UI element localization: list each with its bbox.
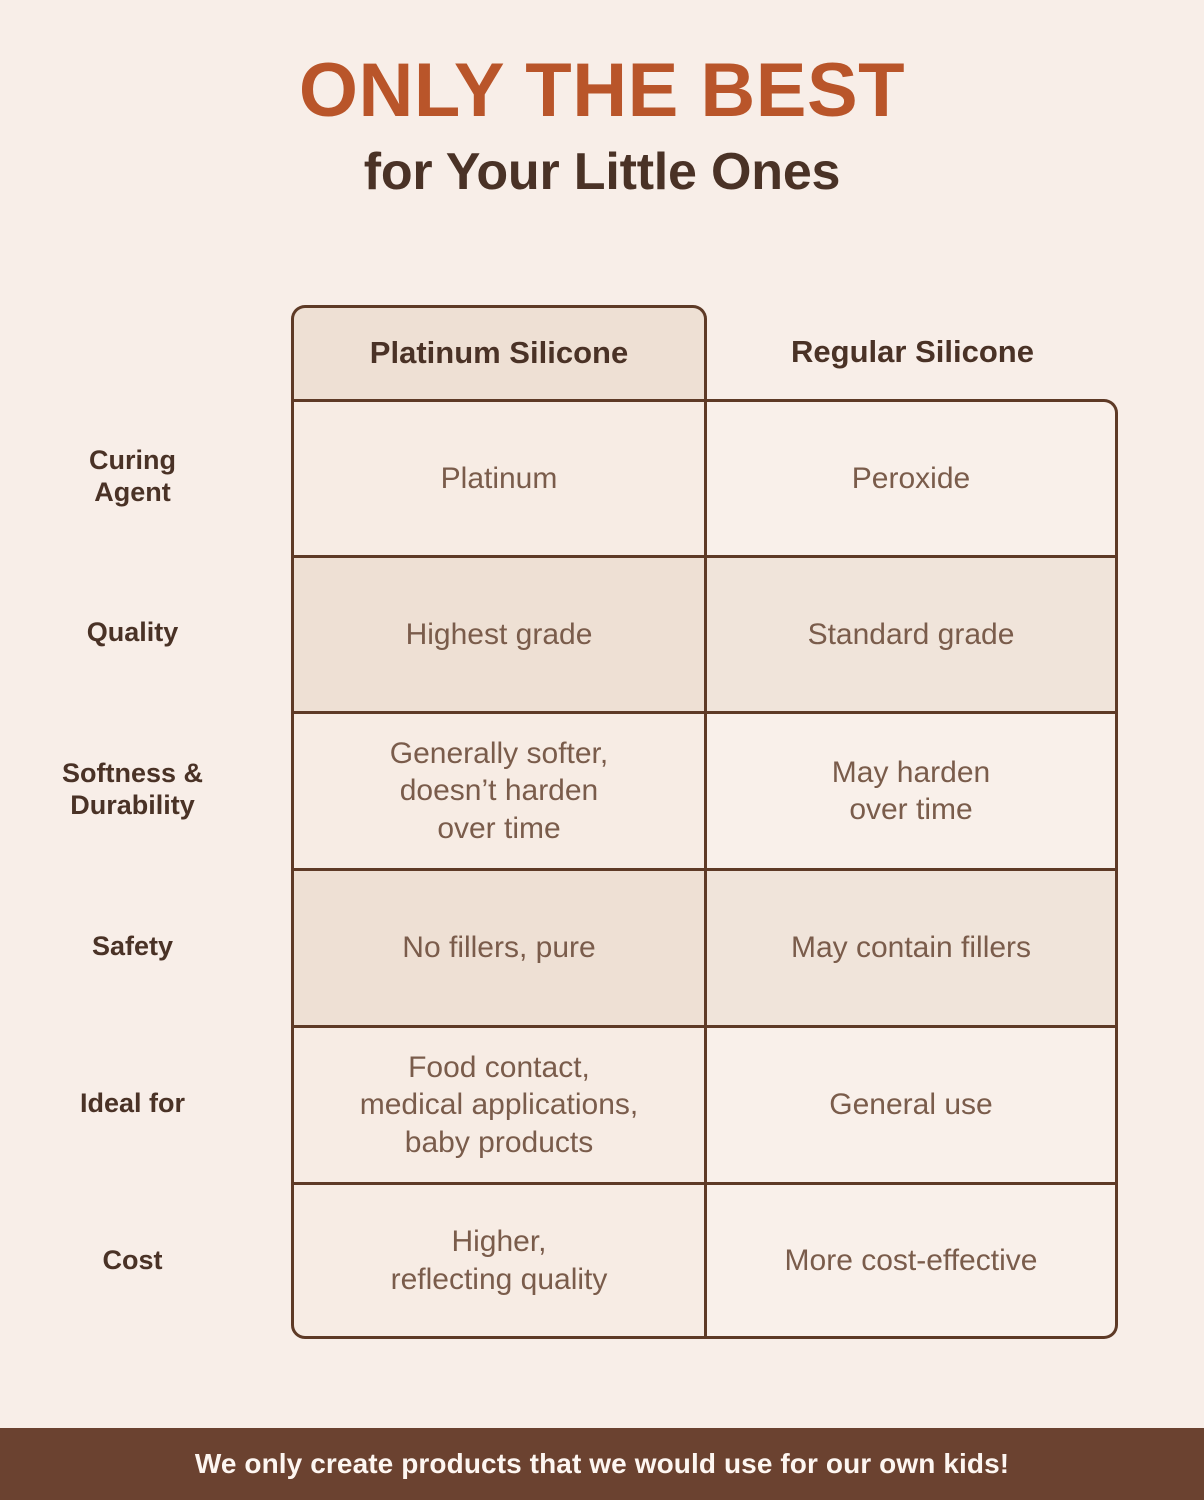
cell-line: over time [437, 811, 561, 845]
cell-line: doesn’t harden [399, 774, 599, 808]
row-label-quality [0, 555, 265, 711]
cell-line: medical applications, [359, 1088, 639, 1122]
row-label-line: Safety [91, 930, 174, 961]
cell-regular-quality: Standard grade [707, 555, 1118, 711]
footer-text: We only create products that we would use for our own kids! [194, 1448, 1010, 1479]
row-label-line: Quality [86, 617, 179, 648]
column-header-regular: Regular Silicone [791, 333, 1034, 369]
row-label-ideal-for [0, 1025, 265, 1182]
table-row [61, 711, 1118, 868]
cell-line: over time [849, 793, 973, 826]
cell-platinum-cost [291, 1182, 707, 1339]
table-row [86, 555, 1118, 711]
row-label-softness-durability [0, 711, 265, 868]
cell-regular-safety: May contain fillers [707, 868, 1118, 1025]
table-row-outer [91, 868, 1118, 1025]
cell-line: Food contact, [408, 1050, 590, 1084]
row-label-line: Softness & [61, 757, 204, 788]
cell-regular-cost: More cost-effective [707, 1182, 1118, 1339]
table-row [79, 1025, 1118, 1182]
row-label-cost [0, 1182, 265, 1339]
page-subtitle: for Your Little Ones [363, 142, 841, 201]
table-row [91, 868, 1118, 1025]
table-row-outer [79, 1025, 1118, 1182]
table-row [89, 399, 1118, 555]
cell-platinum-softness [291, 711, 707, 868]
row-label-safety [0, 868, 265, 1025]
table-row-outer [89, 399, 1118, 555]
cell-platinum-curing-agent: Platinum [291, 399, 707, 555]
table-row-outer [61, 711, 1118, 868]
page-title: ONLY THE BEST [298, 48, 906, 133]
cell-regular-softness [707, 711, 1118, 868]
cell-platinum-ideal-for [291, 1025, 707, 1182]
row-label-line: Ideal for [79, 1087, 186, 1118]
cell-line: Higher, [451, 1225, 547, 1258]
footer-banner [0, 1428, 1204, 1500]
row-label-line: Curing [89, 445, 176, 476]
table-row-outer [102, 1182, 1118, 1339]
table-header-row [291, 305, 1118, 399]
cell-platinum-quality: Highest grade [291, 555, 707, 711]
table-row-outer [86, 555, 1118, 711]
row-label-line: Durability [70, 789, 195, 820]
cell-regular-ideal-for: General use [707, 1025, 1118, 1182]
row-label-line: Agent [94, 477, 171, 507]
row-label-curing-agent [0, 399, 265, 555]
cell-line: Generally softer, [389, 736, 609, 770]
comparison-table [61, 305, 1118, 1339]
column-header-platinum: Platinum Silicone [291, 305, 707, 399]
cell-line: baby products [404, 1125, 594, 1159]
comparison-table-wrapper [61, 305, 1118, 1339]
row-label-line: Cost [102, 1244, 163, 1275]
cell-regular-curing-agent: Peroxide [707, 399, 1118, 555]
cell-platinum-safety: No fillers, pure [291, 868, 707, 1025]
cell-line: May harden [831, 755, 991, 789]
header [0, 0, 1204, 201]
table-row [102, 1182, 1118, 1339]
cell-line: reflecting quality [390, 1262, 608, 1296]
